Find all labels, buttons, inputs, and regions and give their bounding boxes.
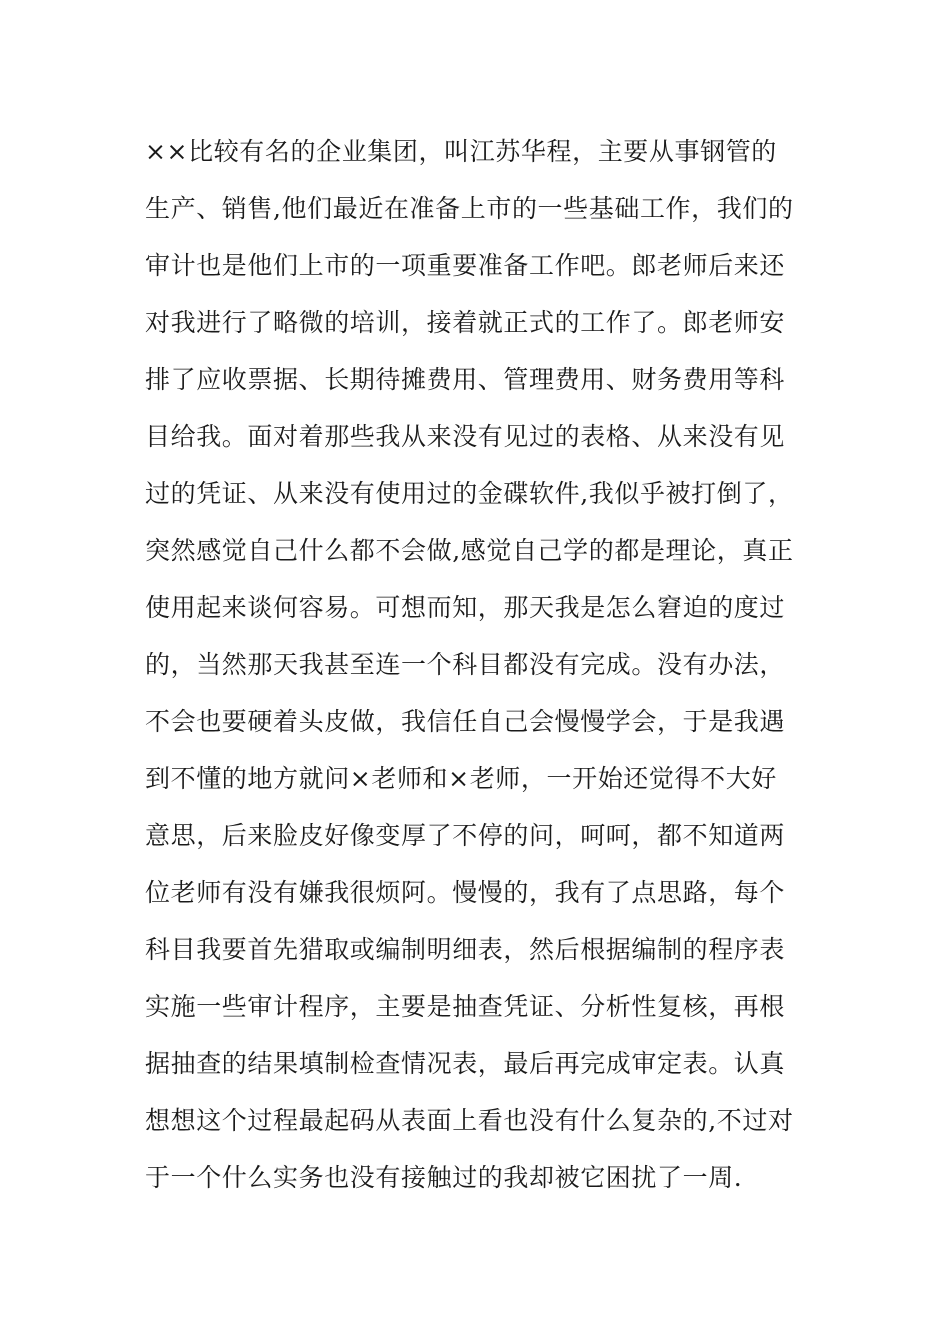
text-line: 过的凭证、从来没有使用过的金碟软件,我似乎被打倒了， <box>145 479 794 508</box>
text-line: 到不懂的地方就问×老师和×老师，一开始还觉得不大好 <box>145 764 777 793</box>
text-line: 不会也要硬着头皮做，我信任自己会慢慢学会，于是我遇 <box>145 707 786 736</box>
text-line: 排了应收票据、长期待摊费用、管理费用、财务费用等科 <box>145 365 786 394</box>
text-line: 位老师有没有嫌我很烦阿。慢慢的，我有了点思路，每个 <box>145 878 786 907</box>
text-line: 据抽查的结果填制检查情况表，最后再完成审定表。认真 <box>145 1049 786 1078</box>
text-line: ××比较有名的企业集团，叫江苏华程，主要从事钢管的 <box>145 137 777 166</box>
text-line: 于一个什么实务也没有接触过的我却被它困扰了一周. <box>145 1163 743 1192</box>
text-line: 对我进行了略微的培训，接着就正式的工作了。郎老师安 <box>145 308 786 337</box>
text-line: 目给我。面对着那些我从来没有见过的表格、从来没有见 <box>145 422 786 451</box>
text-line: 意思，后来脸皮好像变厚了不停的问，呵呵，都不知道两 <box>145 821 786 850</box>
text-line: 突然感觉自己什么都不会做,感觉自己学的都是理论，真正 <box>145 536 794 565</box>
text-line: 科目我要首先猎取或编制明细表，然后根据编制的程序表 <box>145 935 786 964</box>
text-line: 实施一些审计程序，主要是抽查凭证、分析性复核，再根 <box>145 992 786 1021</box>
text-line: 审计也是他们上市的一项重要准备工作吧。郎老师后来还 <box>145 251 786 280</box>
text-line: 生产、销售,他们最近在准备上市的一些基础工作，我们的 <box>145 194 794 223</box>
text-line: 想想这个过程最起码从表面上看也没有什么复杂的,不过对 <box>145 1106 794 1135</box>
body-paragraph <box>145 130 825 1213</box>
text-line: 的，当然那天我甚至连一个科目都没有完成。没有办法， <box>145 650 786 679</box>
text-line: 使用起来谈何容易。可想而知，那天我是怎么窘迫的度过 <box>145 593 786 622</box>
